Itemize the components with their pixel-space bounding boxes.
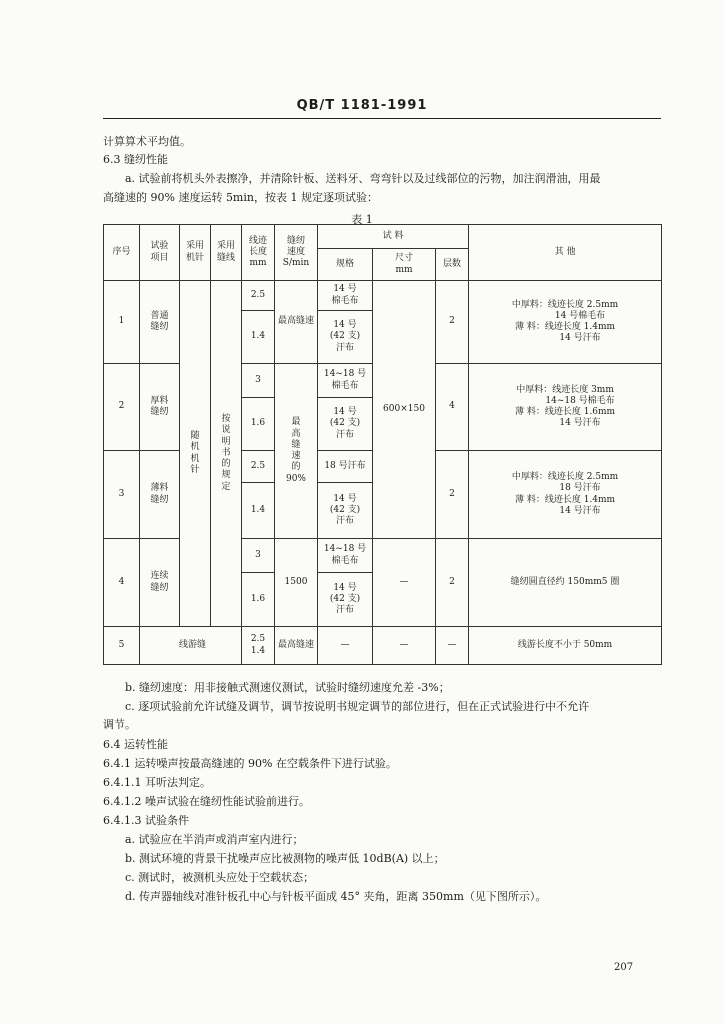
row-stitch: 1.6 (242, 398, 275, 451)
row-spec: 14~18 号 棉毛布 (318, 539, 373, 573)
row-size: — (373, 539, 436, 627)
list-item: a. 试验应在半消声或消声室内进行； (125, 833, 304, 846)
header-seq: 序号 (104, 225, 140, 281)
row-item: 厚料 缝纫 (140, 364, 180, 451)
row-spec: 14~18 号 棉毛布 (318, 364, 373, 398)
row-stitch: 1.4 (242, 311, 275, 364)
spec-table (103, 224, 662, 665)
row-stitch: 1.4 (242, 483, 275, 539)
header-stitch-length: 线迹 长度 mm (242, 225, 275, 281)
row-spec: 14 号 (42 支) 汗布 (318, 398, 373, 451)
row-other: 中厚料：线迹长度 2.5mm 18 号汗布 薄 料：线迹长度 1.4mm 14 号汗布 (469, 451, 662, 539)
row-layers: 2 (436, 281, 469, 364)
paragraph-line: b. 缝纫速度：用非接触式测速仪测试，试验时缝纫速度允差 -3%； (125, 681, 450, 694)
table-row (104, 627, 662, 665)
row-speed: 最高缝速 (275, 281, 318, 364)
list-item: c. 测试时，被测机头应处于空载状态； (125, 871, 315, 884)
size-merged-cell: 600×150 (373, 281, 436, 539)
row-stitch: 3 (242, 539, 275, 573)
row-spec: 14 号 (42 支) 汗布 (318, 573, 373, 627)
row-other: 中厚料：线迹长度 3mm 14~18 号棉毛布 薄 料：线迹长度 1.6mm 14 号汗布 (469, 364, 662, 451)
row-size: — (373, 627, 436, 665)
table-row (104, 281, 662, 311)
header-other: 其 他 (469, 225, 662, 281)
needle-merged-cell: 随 机 机 针 (180, 281, 211, 627)
row-spec: 14 号 (42 支) 汗布 (318, 311, 373, 364)
row-layers: 2 (436, 539, 469, 627)
paragraph-line: c. 逐项试验前允许试缝及调节，调节按说明书规定调节的部位进行，但在正式试验进行中不允许 (125, 700, 590, 713)
paragraph-line: 高缝速的 90% 速度运转 5min，按表 1 规定逐项试验： (103, 191, 378, 204)
row-seq: 1 (104, 281, 140, 364)
header-layers: 层数 (436, 249, 469, 281)
paragraph-line: 6.4.1 运转噪声按最高缝速的 90% 在空载条件下进行试验。 (103, 757, 397, 770)
list-item: d. 传声器轴线对准针板孔中心与针板平面成 45° 夹角，距离 350mm（见下图所示）。 (125, 890, 547, 903)
paragraph-line: 6.4.1.3 试验条件 (103, 814, 189, 827)
header-item: 试验 项目 (140, 225, 180, 281)
row-seq: 3 (104, 451, 140, 539)
row-item: 连续 缝纫 (140, 539, 180, 627)
page-number: 207 (614, 962, 634, 973)
header-rule (103, 118, 661, 119)
row-spec: — (318, 627, 373, 665)
header-thread: 采用 缝线 (211, 225, 242, 281)
row-item: 线游缝 (140, 627, 242, 665)
text-line: 计算算术平均值。 (103, 135, 191, 148)
row-item: 普通 缝纫 (140, 281, 180, 364)
paragraph-line: a. 试验前将机头外表擦净，并清除针板、送料牙、弯弯针以及过线部位的污物，加注润滑油，用最 (125, 172, 601, 185)
row-layers: 2 (436, 451, 469, 539)
row-speed: 最高缝速 (275, 627, 318, 665)
row-other: 线游长度不小于 50mm (469, 627, 662, 665)
header-spec: 规格 (318, 249, 373, 281)
section-heading: 6.4 运转性能 (103, 738, 168, 751)
row-spec: 14 号 (42 支) 汗布 (318, 483, 373, 539)
header-material: 试 料 (318, 225, 469, 249)
row-speed: 1500 (275, 539, 318, 627)
page-header: QB/T 1181-1991 (296, 98, 428, 113)
thread-merged-cell: 按 说 明 书 的 规 定 (211, 281, 242, 627)
row-other: 中厚料：线迹长度 2.5mm 14 号棉毛布 薄 料：线迹长度 1.4mm 14 号汗布 (469, 281, 662, 364)
row-layers: — (436, 627, 469, 665)
section-heading: 6.3 缝纫性能 (103, 153, 168, 166)
paragraph-line: 6.4.1.1 耳听法判定。 (103, 776, 211, 789)
row-other: 缝纫圆直径约 150mm5 圈 (469, 539, 662, 627)
row-item: 薄料 缝纫 (140, 451, 180, 539)
header-needle: 采用 机针 (180, 225, 211, 281)
row-spec: 18 号汗布 (318, 451, 373, 483)
header-size: 尺寸 mm (373, 249, 436, 281)
paragraph-line: 调节。 (103, 718, 136, 731)
speed-merged-cell: 最 高 缝 速 的 90% (275, 364, 318, 539)
header-speed: 缝纫 速度 S/min (275, 225, 318, 281)
row-stitch: 2.5 (242, 451, 275, 483)
row-seq: 5 (104, 627, 140, 665)
list-item: b. 测试环境的背景干扰噪声应比被测物的噪声低 10dB(A) 以上； (125, 852, 445, 865)
row-spec: 14 号 棉毛布 (318, 281, 373, 311)
row-layers: 4 (436, 364, 469, 451)
paragraph-line: 6.4.1.2 噪声试验在缝纫性能试验前进行。 (103, 795, 310, 808)
row-stitch: 1.6 (242, 573, 275, 627)
row-stitch: 3 (242, 364, 275, 398)
table-caption: 表 1 (351, 213, 373, 226)
row-seq: 4 (104, 539, 140, 627)
row-stitch: 2.5 1.4 (242, 627, 275, 665)
row-stitch: 2.5 (242, 281, 275, 311)
row-seq: 2 (104, 364, 140, 451)
